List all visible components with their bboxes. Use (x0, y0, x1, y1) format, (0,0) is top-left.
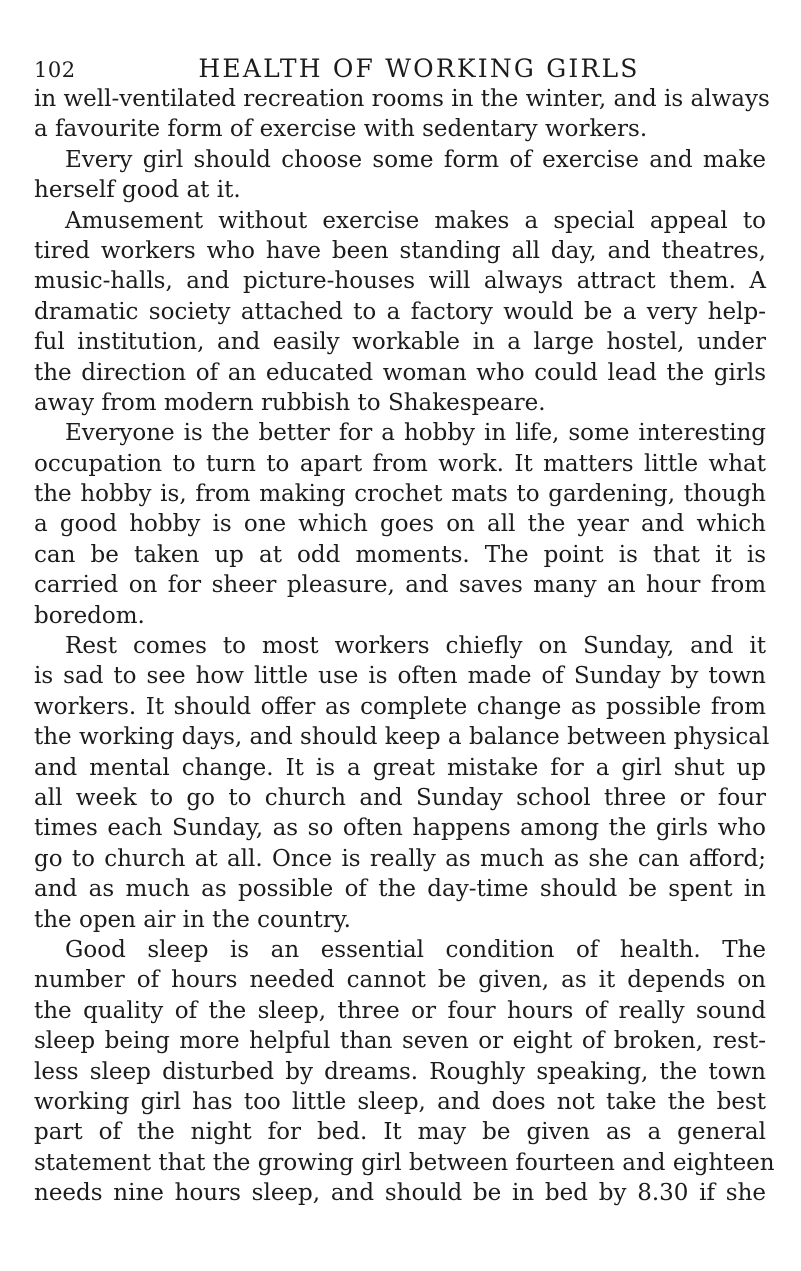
text-line: a good hobby is one which goes on all the year and which (34, 511, 766, 538)
text-line: Amusement without exercise makes a special appeal to (65, 207, 766, 234)
text-line: part of the night for bed. It may be given as a general (34, 1119, 766, 1146)
text-line: Everyone is the better for a hobby in life, some interesting (65, 420, 766, 447)
text-line: tired workers who have been standing all day, and theatres, (34, 237, 766, 264)
page-number: 102 (34, 58, 76, 82)
text-line: times each Sunday, as so often happens among the girls who (34, 815, 766, 842)
running-head: HEALTH OF WORKING GIRLS (198, 54, 640, 83)
text-line: less sleep disturbed by dreams. Roughly speaking, the town (34, 1058, 766, 1085)
text-line: away from modern rubbish to Shakespeare. (34, 389, 546, 416)
text-line: music-halls, and picture-houses will always attract them. A (34, 268, 766, 295)
text-line: Good sleep is an essential condition of health. The (65, 936, 766, 963)
text-line: carried on for sheer pleasure, and saves many an hour from (34, 572, 766, 599)
text-line: the hobby is, from making crochet mats to gardening, though (34, 481, 766, 508)
text-line: the direction of an educated woman who could lead the girls (34, 359, 766, 386)
text-line: herself good at it. (34, 177, 241, 204)
text-line: all week to go to church and Sunday school three or four (34, 784, 766, 811)
text-line: the quality of the sleep, three or four hours of really sound (34, 997, 766, 1024)
text-line: statement that the growing girl between fourteen and eighteen (34, 1149, 775, 1176)
text-line: the open air in the country. (34, 906, 351, 933)
text-line: the working days, and should keep a balance between physical (34, 724, 770, 751)
text-line: working girl has too little sleep, and does not take the best (34, 1088, 766, 1115)
text-line: Rest comes to most workers chiefly on Sunday, and it (65, 633, 766, 660)
text-line: number of hours needed cannot be given, as it depends on (34, 967, 766, 994)
text-line: in well-ventilated recreation rooms in the winter, and is always (34, 86, 770, 112)
text-line: needs nine hours sleep, and should be in bed by 8.30 if she (34, 1180, 766, 1207)
text-line: go to church at all. Once is really as much as she can afford; (34, 845, 766, 872)
text-line: a favourite form of exercise with sedentary workers. (34, 116, 648, 143)
text-line: boredom. (34, 602, 145, 629)
text-line: is sad to see how little use is often made of Sunday by town (34, 663, 766, 690)
text-line: dramatic society attached to a factory would be a very help- (34, 298, 766, 325)
text-line: and mental change. It is a great mistake for a girl shut up (34, 754, 766, 781)
text-line: can be taken up at odd moments. The point is that it is (34, 541, 766, 568)
text-line: Every girl should choose some form of exercise and make (65, 146, 766, 173)
body-text (34, 84, 775, 1208)
text-line: and as much as possible of the day-time should be spent in (34, 876, 766, 903)
text-line: workers. It should offer as complete change as possible from (34, 693, 766, 720)
text-line: occupation to turn to apart from work. It matters little what (34, 450, 766, 477)
text-line: ful institution, and easily workable in a large hostel, under (34, 329, 766, 356)
text-line: sleep being more helpful than seven or eight of broken, rest- (34, 1028, 766, 1055)
